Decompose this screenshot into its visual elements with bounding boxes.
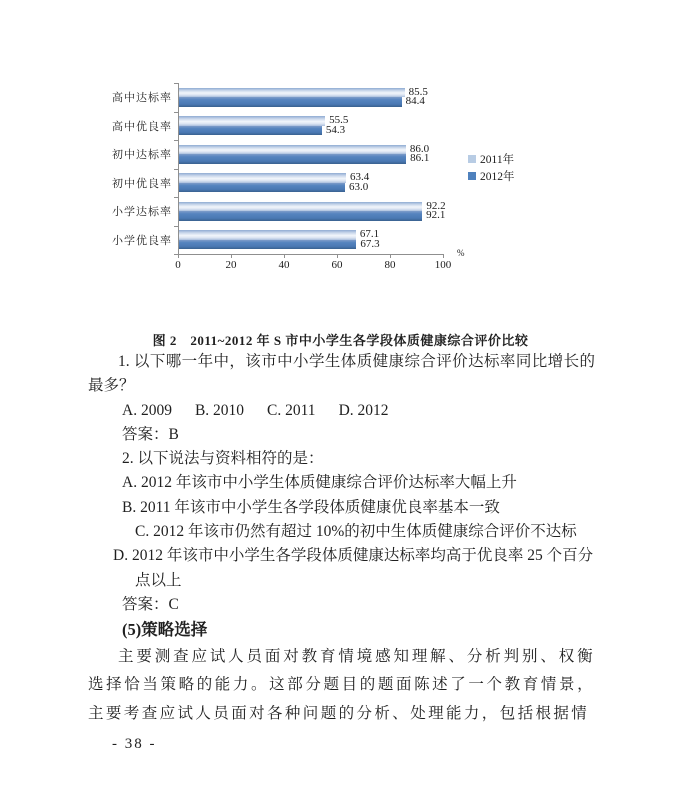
bar-2011年	[178, 142, 430, 155]
x-axis-tick	[337, 255, 338, 258]
chart-category-row	[105, 140, 443, 169]
y-axis-tick	[174, 226, 178, 227]
q2-option-d: D. 2012 年该市中小学生各学段体质健康达标率均高于优良率 25 个百分点以上	[113, 547, 594, 589]
question-1-answer: 答案：B	[122, 425, 179, 443]
chart-category-row	[105, 197, 446, 226]
category-label: 小学达标率	[112, 206, 172, 219]
chart-rows	[105, 83, 446, 254]
x-axis-unit-label: %	[457, 248, 465, 258]
legend-item	[468, 167, 515, 184]
bar-2012年	[178, 123, 346, 136]
value-label: 63.4	[350, 171, 370, 184]
page-number: - 38 -	[112, 736, 157, 752]
bar-2011年	[178, 171, 370, 184]
category-label: 小学优良率	[112, 234, 172, 247]
q2-option-a: A. 2012 年该市中小学生体质健康综合评价达标率大幅上升	[122, 474, 517, 492]
bar-2011年	[178, 199, 446, 212]
q1-option-a: A. 2009	[122, 401, 172, 419]
x-axis-tick-label: 60	[331, 259, 343, 271]
question-2-text: 2. 以下说法与资料相符的是：	[122, 450, 324, 468]
y-axis-tick	[174, 254, 178, 255]
value-label: 92.2	[426, 199, 446, 212]
bar-2012年	[178, 209, 446, 222]
q1-option-c: C. 2011	[267, 401, 316, 419]
bar-2012年	[178, 237, 380, 250]
bar-group	[178, 226, 443, 255]
legend-swatch	[468, 155, 476, 163]
value-label: 54.3	[325, 123, 346, 136]
bar-2011年	[178, 114, 349, 127]
legend-label: 2012年	[480, 170, 515, 183]
value-label: 55.5	[329, 114, 349, 127]
bar-2012年	[178, 180, 369, 193]
legend-item	[468, 150, 515, 167]
chart-category-row	[105, 83, 443, 112]
category-label: 高中达标率	[112, 92, 172, 105]
question-1-options	[122, 399, 595, 423]
question-1-text: 1. 以下哪一年中，该市中小学生体质健康综合评价达标率同比增长的最多？	[88, 353, 595, 395]
category-label: 初中达标率	[112, 149, 172, 162]
y-axis-tick	[174, 197, 178, 198]
bar-group	[178, 83, 443, 112]
x-axis-tick-label: 20	[225, 259, 237, 271]
value-label: 86.1	[410, 152, 430, 165]
q1-option-b: B. 2010	[194, 401, 245, 419]
chart-y-axis-line	[178, 83, 179, 254]
bar-group	[178, 112, 443, 141]
bar-2012年	[178, 95, 425, 108]
figure-bar-chart	[105, 79, 555, 284]
question-2-answer: 答案：C	[122, 595, 179, 613]
y-axis-tick	[174, 112, 178, 113]
x-axis-tick-label: 0	[175, 259, 181, 271]
figure-caption: 图 2 2011~2012 年 S 市中小学生各学段体质健康综合评价比较	[152, 333, 529, 348]
q2-option-c: C. 2012 年该市仍然有超过 10%的初中生体质健康综合评价不达标	[135, 523, 577, 541]
chart-legend	[468, 150, 515, 184]
bar-2012年	[178, 152, 430, 165]
x-axis-tick-label: 80	[384, 259, 396, 271]
x-axis-tick	[178, 255, 179, 258]
y-axis-tick	[174, 83, 178, 84]
x-axis-tick	[284, 255, 285, 258]
legend-swatch	[468, 172, 476, 180]
y-axis-tick	[174, 169, 178, 170]
category-label: 高中优良率	[112, 120, 172, 133]
chart-category-row	[105, 169, 443, 198]
value-label: 67.1	[359, 228, 380, 241]
bar-2011年	[178, 228, 380, 241]
value-label: 63.0	[348, 180, 369, 193]
legend-label: 2011年	[480, 153, 515, 166]
q1-option-d: D. 2012	[338, 401, 389, 419]
chart-category-row	[105, 112, 443, 141]
section-paragraph: 主要测查应试人员面对教育情境感知理解、分析判别、权衡选择恰当策略的能力。这部分题目的题面陈述了一个教育情景，主要考查应试人员面对各种问题的分析、处理能力，包括根据情	[88, 648, 595, 722]
value-label: 67.3	[360, 237, 380, 250]
section-heading: (5)策略选择	[122, 620, 208, 640]
x-axis-tick	[390, 255, 391, 258]
category-label: 初中优良率	[112, 177, 172, 190]
value-label: 92.1	[426, 209, 446, 222]
bar-group	[178, 169, 443, 198]
x-axis-tick	[443, 255, 444, 258]
chart-category-row	[105, 226, 443, 255]
value-label: 85.5	[408, 85, 428, 98]
q2-option-b: B. 2011 年该市中小学生各学段体质健康优良率基本一致	[122, 498, 500, 516]
x-axis-tick	[231, 255, 232, 258]
x-axis-tick-label: 40	[278, 259, 290, 271]
value-label: 86.0	[409, 142, 430, 155]
bar-2011年	[178, 85, 428, 98]
chart-x-axis-line	[178, 254, 444, 255]
x-axis-tick-label: 100	[434, 259, 452, 271]
y-axis-tick	[174, 140, 178, 141]
bar-group	[178, 197, 446, 226]
document-body	[88, 350, 595, 728]
value-label: 84.4	[405, 95, 425, 108]
bar-group	[178, 140, 443, 169]
